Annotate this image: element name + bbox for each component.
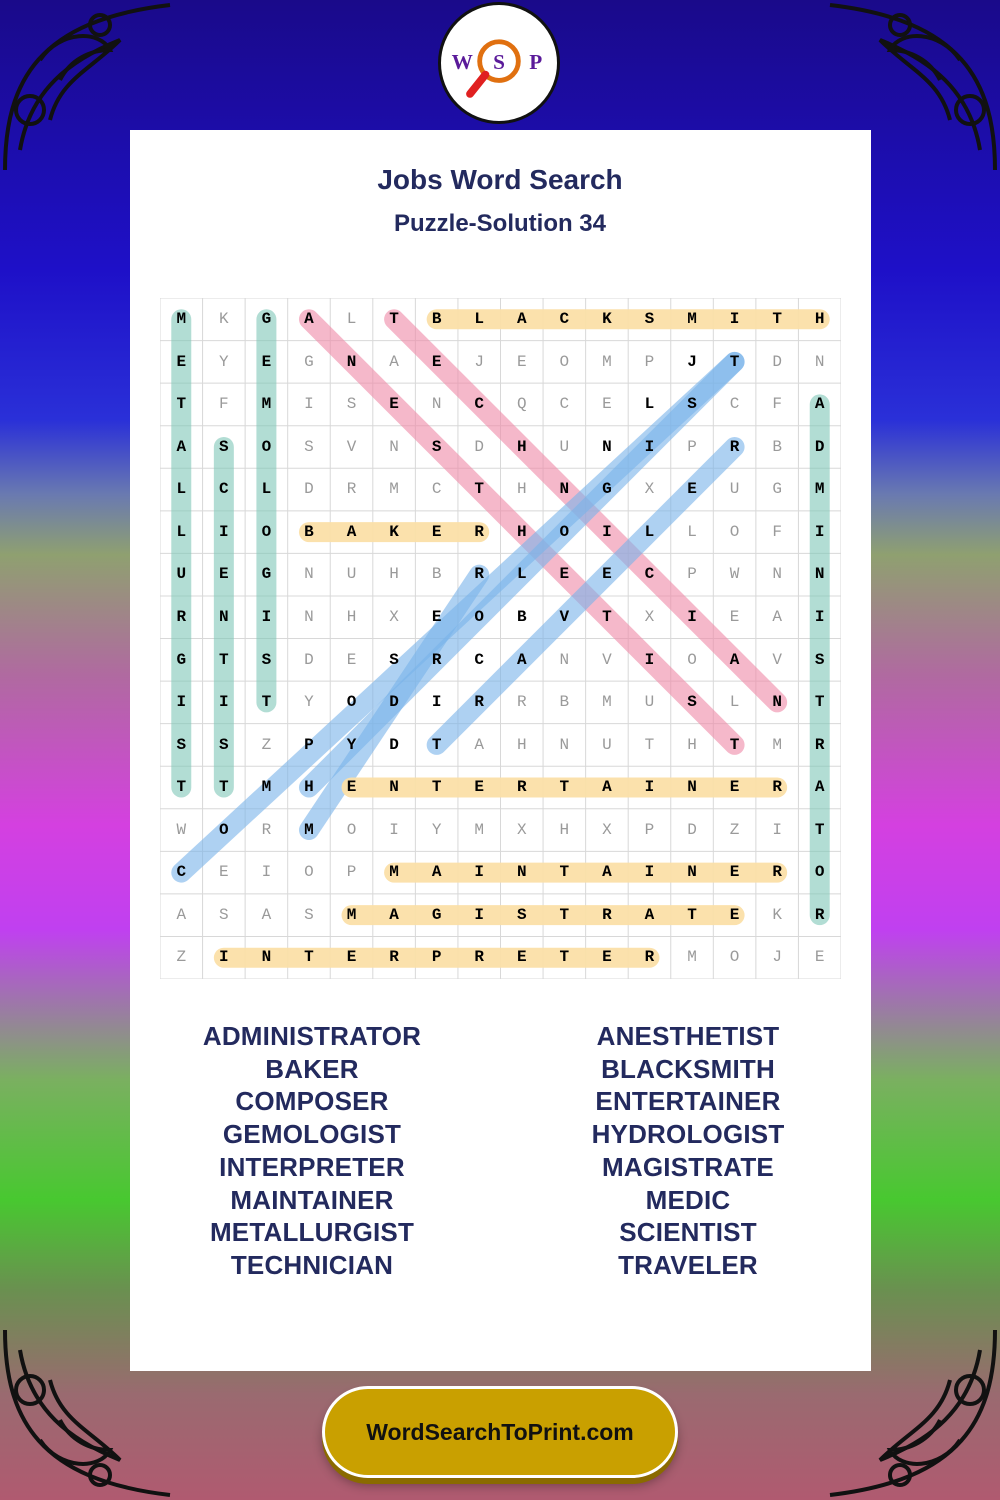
word-list-item: TRAVELER (618, 1249, 758, 1280)
grid-cell[interactable]: I (261, 607, 272, 626)
grid-cell[interactable]: O (729, 522, 740, 541)
grid-cell[interactable]: A (474, 735, 484, 754)
grid-cell[interactable]: A (431, 863, 442, 882)
grid-cell[interactable]: R (516, 778, 527, 797)
grid-cell[interactable]: T (559, 948, 570, 967)
grid-cell[interactable]: E (474, 778, 484, 797)
word-list-item: SCIENTIST (619, 1217, 757, 1248)
grid-cell[interactable]: N (772, 565, 782, 584)
grid-cell[interactable]: M (176, 310, 187, 328)
grid-cell[interactable]: J (772, 948, 782, 967)
grid-cell[interactable]: E (687, 480, 697, 499)
grid-cell[interactable]: M (602, 693, 612, 712)
grid-cell[interactable]: S (687, 693, 697, 712)
grid-cell[interactable]: P (346, 863, 357, 882)
grid-cell[interactable]: E (559, 565, 570, 584)
grid-cell[interactable]: G (261, 565, 272, 584)
grid-cell[interactable]: X (389, 607, 399, 626)
grid-cell[interactable]: T (687, 905, 697, 924)
grid-cell[interactable]: G (261, 310, 272, 328)
grid-cell[interactable]: I (644, 778, 655, 797)
grid-cell[interactable]: R (644, 948, 655, 967)
grid-cell[interactable]: H (516, 735, 527, 754)
grid-cell[interactable]: Y (346, 735, 357, 754)
grid-cell[interactable]: I (176, 693, 187, 712)
grid-cell[interactable]: L (644, 395, 655, 414)
grid-cell[interactable]: T (644, 735, 655, 754)
grid-cell[interactable]: V (602, 650, 612, 669)
grid-cell[interactable]: I (772, 820, 782, 839)
grid-cell[interactable]: N (687, 863, 697, 882)
grid-cell[interactable]: H (346, 607, 357, 626)
word-list-item: ADMINISTRATOR (202, 1021, 422, 1051)
grid-cell[interactable]: T (219, 650, 229, 669)
grid-cell[interactable]: A (602, 778, 612, 797)
grid-cell[interactable]: P (644, 352, 655, 371)
grid-cell[interactable]: N (389, 437, 399, 456)
grid-cell[interactable]: B (772, 437, 782, 456)
grid-cell[interactable]: R (474, 693, 484, 712)
grid-cell[interactable]: K (389, 522, 399, 541)
grid-cell[interactable]: L (176, 522, 187, 541)
page-title: Jobs Word Search (377, 164, 623, 195)
grid-cell[interactable]: H (389, 565, 399, 584)
grid-cell[interactable]: M (261, 395, 272, 414)
grid-cell[interactable]: I (389, 820, 399, 839)
grid-cell[interactable]: U (176, 565, 187, 584)
grid-cell[interactable]: E (729, 863, 740, 882)
grid-cell[interactable]: K (602, 310, 612, 328)
grid-cell[interactable]: Z (176, 948, 187, 967)
grid-cell[interactable]: C (559, 310, 570, 328)
grid-cell[interactable]: E (431, 522, 442, 541)
grid-cell[interactable]: A (644, 905, 655, 924)
grid-cell[interactable]: B (304, 522, 314, 541)
grid-cell[interactable]: T (261, 693, 272, 712)
grid-cell[interactable]: N (814, 352, 825, 371)
grid-cell[interactable]: I (304, 395, 314, 414)
grid-cell[interactable]: M (261, 778, 272, 797)
grid-cell[interactable]: J (687, 352, 697, 371)
grid-cell[interactable]: R (474, 948, 484, 967)
grid-cell[interactable]: I (431, 693, 442, 712)
grid-cell[interactable]: S (346, 395, 357, 414)
grid-cell[interactable]: W (729, 565, 740, 584)
magnifier-icon (441, 5, 557, 121)
grid-cell[interactable]: H (687, 735, 697, 754)
grid-cell[interactable]: N (602, 437, 612, 456)
grid-cell[interactable]: C (431, 480, 442, 499)
grid-cell[interactable]: S (304, 437, 314, 456)
word-list-right (508, 1020, 868, 1282)
page-subtitle: Puzzle-Solution 34 (393, 210, 606, 237)
grid-cell[interactable]: N (304, 565, 314, 584)
grid-cell[interactable]: F (772, 522, 782, 541)
word-list-item: BAKER (265, 1053, 359, 1084)
grid-cell[interactable]: T (176, 395, 187, 414)
grid-cell[interactable]: U (559, 437, 570, 456)
grid-cell[interactable]: V (772, 650, 782, 669)
grid-cell[interactable]: M (304, 820, 314, 839)
word-list-item: MEDIC (645, 1184, 731, 1215)
grid-cell[interactable]: I (687, 607, 697, 626)
grid-cell[interactable]: R (431, 650, 442, 669)
grid-cell[interactable]: S (176, 735, 187, 754)
grid-cell[interactable]: L (261, 480, 272, 499)
grid-cell[interactable]: N (431, 395, 442, 414)
grid-cell[interactable]: S (219, 905, 229, 924)
grid-cell[interactable]: E (602, 565, 612, 584)
grid-cell[interactable]: E (219, 565, 229, 584)
grid-cell[interactable]: A (516, 650, 527, 669)
grid-cell[interactable]: A (602, 863, 612, 882)
grid-cell[interactable]: U (346, 565, 357, 584)
grid-cell[interactable]: I (602, 522, 612, 541)
grid-cell[interactable]: I (261, 863, 272, 882)
grid-cell[interactable]: L (474, 310, 484, 328)
grid-cell[interactable]: N (559, 650, 570, 669)
grid-cell[interactable]: G (304, 352, 314, 371)
grid-cell[interactable]: N (389, 778, 399, 797)
grid-cell[interactable]: D (389, 735, 399, 754)
grid-cell[interactable]: T (602, 607, 612, 626)
grid-cell[interactable]: E (729, 905, 740, 924)
word-list-item: METALLURGIST (209, 1217, 415, 1248)
grid-cell[interactable]: C (219, 480, 229, 499)
grid-cell[interactable]: R (261, 820, 272, 839)
grid-cell[interactable]: C (176, 863, 187, 882)
grid-cell[interactable]: L (644, 522, 655, 541)
grid-cell[interactable]: O (304, 863, 314, 882)
grid-cell[interactable]: T (219, 778, 229, 797)
grid-cell[interactable]: D (772, 352, 782, 371)
grid-cell[interactable]: V (346, 437, 357, 456)
grid-cell[interactable]: O (219, 820, 229, 839)
grid-cell[interactable]: D (304, 480, 314, 499)
grid-cell[interactable]: E (346, 650, 357, 669)
grid-cell[interactable]: M (602, 352, 612, 371)
grid-cell[interactable]: D (304, 650, 314, 669)
grid-cell[interactable]: I (644, 437, 655, 456)
grid-cell[interactable]: O (346, 820, 357, 839)
grid-cell[interactable]: A (304, 310, 314, 328)
grid-cell[interactable]: R (729, 437, 740, 456)
grid-cell[interactable]: K (772, 905, 782, 924)
grid-cell[interactable]: O (559, 522, 570, 541)
grid-cell[interactable]: A (176, 905, 187, 924)
grid-cell[interactable]: T (772, 310, 782, 328)
grid-cell[interactable]: I (219, 693, 229, 712)
grid-cell[interactable]: H (516, 480, 527, 499)
grid-cell[interactable]: E (729, 778, 740, 797)
grid-cell[interactable]: C (559, 395, 570, 414)
grid-cell[interactable]: T (431, 778, 442, 797)
grid-cell[interactable]: B (431, 565, 442, 584)
grid-cell[interactable]: O (261, 437, 272, 456)
grid-cell[interactable]: T (474, 480, 484, 499)
grid-cell[interactable]: A (814, 395, 825, 414)
grid-cell[interactable]: E (431, 607, 442, 626)
grid-cell[interactable]: I (474, 863, 484, 882)
grid-cell[interactable]: L (176, 480, 187, 499)
grid-cell[interactable]: I (729, 310, 740, 328)
grid-cell[interactable]: M (474, 820, 484, 839)
grid-cell[interactable]: L (687, 522, 697, 541)
grid-cell[interactable]: R (814, 735, 825, 754)
grid-cell[interactable]: X (644, 607, 655, 626)
grid-cell[interactable]: P (304, 735, 314, 754)
grid-cell[interactable]: H (516, 437, 527, 456)
word-list-item: BLACKSMITH (601, 1053, 775, 1084)
grid-cell[interactable]: J (474, 352, 484, 371)
grid-cell[interactable]: M (346, 905, 357, 924)
grid-cell[interactable]: O (346, 693, 357, 712)
grid-cell[interactable]: M (772, 735, 782, 754)
grid-cell[interactable]: E (602, 948, 612, 967)
grid-cell[interactable]: W (176, 820, 187, 839)
grid-cell[interactable]: U (644, 693, 655, 712)
grid-cell[interactable]: Q (516, 395, 527, 414)
grid-cell[interactable]: T (176, 778, 187, 797)
grid-cell[interactable]: A (176, 437, 187, 456)
grid-cell[interactable]: U (729, 480, 740, 499)
grid-cell[interactable]: N (516, 863, 527, 882)
grid-cell[interactable]: F (772, 395, 782, 414)
grid-cell[interactable]: N (304, 607, 314, 626)
grid-cell[interactable]: U (602, 735, 612, 754)
grid-cell[interactable]: C (474, 650, 484, 669)
grid-cell[interactable]: O (687, 650, 697, 669)
grid-cell[interactable]: I (219, 522, 229, 541)
wsp-logo[interactable] (438, 2, 560, 124)
grid-cell[interactable]: P (644, 820, 655, 839)
grid-cell[interactable]: T (559, 778, 570, 797)
grid-cell[interactable]: V (559, 607, 570, 626)
grid-cell[interactable]: X (602, 820, 612, 839)
grid-cell[interactable]: S (644, 310, 655, 328)
grid-cell[interactable]: C (474, 395, 484, 414)
grid-cell[interactable]: T (814, 693, 825, 712)
grid-cell[interactable]: E (516, 352, 527, 371)
grid-cell[interactable]: S (261, 650, 272, 669)
grid-cell[interactable]: C (729, 395, 740, 414)
grid-cell[interactable]: D (687, 820, 697, 839)
grid-cell[interactable]: A (261, 905, 272, 924)
grid-cell[interactable]: T (814, 820, 825, 839)
grid-cell[interactable]: N (346, 352, 357, 371)
grid-cell[interactable]: I (644, 650, 655, 669)
word-list-item: MAGISTRATE (602, 1151, 774, 1182)
grid-cell[interactable]: A (389, 352, 399, 371)
grid-cell[interactable]: E (219, 863, 229, 882)
grid-cell[interactable]: R (772, 778, 782, 797)
grid-cell[interactable]: X (516, 820, 527, 839)
grid-cell[interactable]: A (346, 522, 357, 541)
grid-cell[interactable]: S (687, 395, 697, 414)
grid-cell[interactable]: O (814, 863, 825, 882)
grid-cell[interactable]: M (389, 863, 399, 882)
grid-letters (160, 298, 841, 979)
word-list-item: MAINTAINER (230, 1184, 394, 1215)
grid-cell[interactable]: T (389, 310, 399, 328)
grid-cell[interactable]: D (474, 437, 484, 456)
logo-letter-s: S (493, 49, 505, 74)
word-list-item: HYDROLOGIST (591, 1119, 785, 1150)
word-search-grid (160, 298, 841, 979)
grid-cell[interactable]: R (176, 607, 187, 626)
grid-cell[interactable]: T (729, 735, 740, 754)
grid-cell[interactable]: N (772, 693, 782, 712)
grid-cell[interactable]: R (389, 948, 399, 967)
grid-cell[interactable]: E (729, 607, 740, 626)
logo-letter-p: P (529, 49, 543, 74)
grid-cell[interactable]: P (687, 565, 697, 584)
word-list-item: GEMOLOGIST (222, 1119, 402, 1150)
grid-cell[interactable]: O (474, 607, 484, 626)
grid-cell[interactable]: T (559, 863, 570, 882)
grid-cell[interactable]: I (219, 948, 229, 967)
grid-cell[interactable]: A (389, 905, 399, 924)
grid-cell[interactable]: R (772, 863, 782, 882)
grid-cell[interactable]: Y (431, 820, 442, 839)
word-list-item: ENTERTAINER (595, 1086, 781, 1117)
grid-cell[interactable]: P (687, 437, 697, 456)
grid-cell[interactable]: I (474, 905, 484, 924)
grid-cell[interactable]: O (729, 948, 740, 967)
grid-cell[interactable]: A (516, 310, 527, 328)
grid-cell[interactable]: G (602, 480, 612, 499)
grid-cell[interactable]: S (389, 650, 399, 669)
grid-cell[interactable]: M (389, 480, 399, 499)
grid-cell[interactable]: A (729, 650, 740, 669)
grid-cell[interactable]: E (346, 948, 357, 967)
grid-cell[interactable]: P (431, 948, 442, 967)
grid-cell[interactable]: I (814, 607, 825, 626)
grid-cell[interactable]: L (516, 565, 527, 584)
grid-cell[interactable]: Z (261, 735, 272, 754)
grid-cell[interactable]: G (431, 905, 442, 924)
word-list-item: TECHNICIAN (230, 1249, 394, 1280)
grid-cell[interactable]: T (431, 735, 442, 754)
grid-cell[interactable]: F (219, 395, 229, 414)
grid-cell[interactable]: I (814, 522, 825, 541)
grid-cell[interactable]: H (516, 522, 527, 541)
grid-cell[interactable]: S (814, 650, 825, 669)
grid-cell[interactable]: R (346, 480, 357, 499)
grid-cell[interactable]: B (559, 693, 570, 712)
grid-cell[interactable]: G (772, 480, 782, 499)
grid-cell[interactable]: A (814, 778, 825, 797)
grid-cell[interactable]: N (261, 948, 272, 967)
grid-cell[interactable]: S (431, 437, 442, 456)
grid-cell[interactable]: B (431, 310, 442, 328)
grid-cell[interactable]: E (389, 395, 399, 414)
grid-cell[interactable]: L (729, 693, 740, 712)
grid-cell[interactable]: M (687, 948, 697, 967)
grid-cell[interactable]: O (559, 352, 570, 371)
grid-cell[interactable]: E (431, 352, 442, 371)
grid-cell[interactable]: T (729, 352, 740, 371)
grid-cell[interactable]: D (814, 437, 825, 456)
grid-cell[interactable]: Y (219, 352, 229, 371)
grid-cell[interactable]: G (176, 650, 187, 669)
grid-cell[interactable]: N (687, 778, 697, 797)
grid-cell[interactable]: R (474, 565, 484, 584)
grid-cell[interactable]: K (219, 310, 229, 328)
grid-cell[interactable]: E (814, 948, 825, 967)
grid-cell[interactable]: S (219, 437, 229, 456)
grid-cell[interactable]: C (644, 565, 655, 584)
grid-cell[interactable]: T (559, 905, 570, 924)
word-list-left (132, 1020, 492, 1282)
grid-cell[interactable]: R (602, 905, 612, 924)
grid-cell[interactable]: N (559, 480, 570, 499)
grid-cell[interactable]: H (559, 820, 570, 839)
grid-cell[interactable]: T (304, 948, 314, 967)
grid-cell[interactable]: N (814, 565, 825, 584)
word-list-item: INTERPRETER (219, 1151, 405, 1182)
grid-cell[interactable]: B (516, 607, 527, 626)
website-button[interactable]: WordSearchToPrint.com (322, 1386, 678, 1478)
grid-cell[interactable]: E (176, 352, 187, 371)
grid-cell[interactable]: Y (304, 693, 314, 712)
grid-cell[interactable]: A (772, 607, 782, 626)
grid-cell[interactable]: E (516, 948, 527, 967)
grid-cell[interactable]: N (559, 735, 570, 754)
grid-cell[interactable]: H (304, 778, 314, 797)
grid-cell[interactable]: N (219, 607, 229, 626)
grid-cell[interactable]: R (516, 693, 527, 712)
grid-cell[interactable]: H (814, 310, 825, 328)
grid-cell[interactable]: I (644, 863, 655, 882)
grid-cell[interactable]: S (516, 905, 527, 924)
grid-cell[interactable]: R (474, 522, 484, 541)
word-list-item: ANESTHETIST (596, 1021, 780, 1051)
word-list-item: COMPOSER (235, 1086, 389, 1117)
grid-cell[interactable]: M (687, 310, 697, 328)
grid-cell[interactable]: E (346, 778, 357, 797)
grid-cell[interactable]: L (346, 310, 357, 328)
logo-letter-w: W (451, 49, 473, 74)
grid-cell[interactable]: E (602, 395, 612, 414)
grid-cell[interactable]: O (261, 522, 272, 541)
grid-cell[interactable]: D (389, 693, 399, 712)
grid-cell[interactable]: M (814, 480, 825, 499)
grid-cell[interactable]: E (261, 352, 272, 371)
grid-cell[interactable]: R (814, 905, 825, 924)
grid-cell[interactable]: X (644, 480, 655, 499)
grid-cell[interactable]: S (219, 735, 229, 754)
grid-cell[interactable]: S (304, 905, 314, 924)
grid-cell[interactable]: Z (729, 820, 740, 839)
